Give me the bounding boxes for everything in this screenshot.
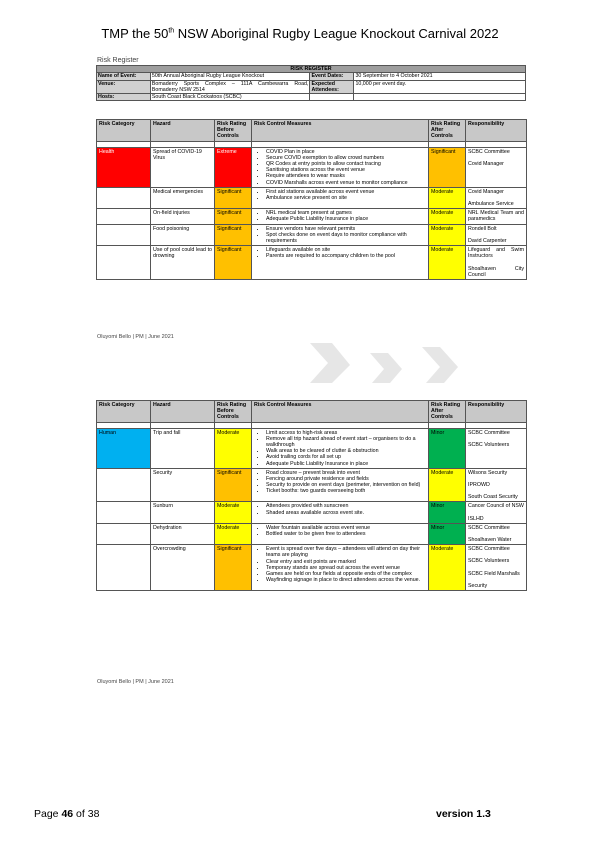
risk-after-cell: Moderate bbox=[429, 187, 466, 208]
responsibility-entry: Wilsons Security bbox=[468, 469, 508, 476]
col-control-measures: Risk Control Measures bbox=[252, 120, 429, 142]
event-dates-label: Event Dates: bbox=[310, 73, 354, 80]
hosts-value: South Coast Black Cockatoos (SCBC) bbox=[150, 94, 310, 101]
col-responsibility: Responsibility bbox=[466, 401, 527, 423]
measures-cell bbox=[252, 502, 429, 523]
author-footnote: Oluyomi Bello | PM | June 2021 bbox=[97, 679, 174, 685]
responsibility-entry: Lifeguard and Swim Instructors bbox=[468, 247, 524, 260]
risk-before-cell: Moderate bbox=[215, 428, 252, 468]
responsibility-entry: Rondell Bolt bbox=[468, 225, 497, 232]
col-responsibility: Responsibility bbox=[466, 120, 527, 142]
risk-category-cell: Health bbox=[97, 147, 151, 187]
col-risk-before: Risk Rating Before Controls bbox=[215, 401, 252, 423]
responsibility-entry: Covid Manager bbox=[468, 160, 504, 167]
responsibility-entry: David Carpenter bbox=[468, 237, 507, 244]
hazard-cell: Spread of COVID-19 Virus bbox=[151, 147, 215, 187]
responsibility-entry: Covid Manager bbox=[468, 188, 504, 195]
table-row bbox=[97, 502, 527, 523]
responsibility-cell bbox=[466, 246, 527, 280]
risk-after-cell: Moderate bbox=[429, 468, 466, 502]
measures-list bbox=[254, 546, 426, 583]
hazard-cell: Food poisoning bbox=[151, 224, 215, 246]
venue-value: Bomaderry Sports Complex – 111A Cambewarra Road, Bomaderry NSW 2514 bbox=[151, 80, 309, 93]
responsibility-entry: Shoalhaven Water bbox=[468, 537, 512, 544]
responsibility-entry: IPROWD bbox=[468, 482, 490, 489]
risk-before-cell: Significant bbox=[215, 187, 252, 208]
hazard-cell: On-field injuries bbox=[151, 209, 215, 224]
measures-list bbox=[254, 149, 426, 186]
risk-before-cell: Significant bbox=[215, 246, 252, 280]
measures-cell bbox=[252, 468, 429, 502]
measure-item: • Walk areas to be cleared of clutter & obstruction bbox=[266, 448, 426, 454]
responsibility-entry: SCBC Volunteers bbox=[468, 558, 510, 565]
attendees-value: 10,000 per event day. bbox=[354, 80, 526, 94]
measure-item: • Security to provide on event days (perimeter, intervention on field) bbox=[266, 482, 426, 488]
measures-list bbox=[254, 470, 426, 495]
author-footnote: Oluyomi Bello | PM | June 2021 bbox=[97, 334, 174, 340]
measures-list bbox=[254, 226, 426, 245]
page-number: Page 46 of 38 bbox=[34, 808, 100, 820]
responsibility-entry: SCBC Committee bbox=[468, 524, 510, 531]
measure-item: • QR Codes at entry points to allow contact tracing bbox=[266, 161, 426, 167]
risk-after-cell: Moderate bbox=[429, 209, 466, 224]
measures-cell bbox=[252, 209, 429, 224]
risk-after-cell: Minor bbox=[429, 428, 466, 468]
measure-item: • Sanitising stations across the event venue bbox=[266, 167, 426, 173]
table-row bbox=[97, 209, 527, 224]
version-label: version 1.3 bbox=[436, 808, 491, 820]
risk-after-cell: Significant bbox=[429, 147, 466, 187]
risk-after-cell: Minor bbox=[429, 502, 466, 523]
measures-list bbox=[254, 430, 426, 467]
measure-item: • Clear entry and exit points are marked bbox=[266, 559, 426, 565]
measures-cell bbox=[252, 523, 429, 544]
measures-cell bbox=[252, 147, 429, 187]
measure-item: • Parents are required to accompany children to the pool bbox=[266, 253, 426, 259]
responsibility-cell bbox=[466, 187, 527, 208]
measure-item: • Require attendees to wear masks bbox=[266, 173, 426, 179]
col-risk-after: Risk Rating After Controls bbox=[429, 120, 466, 142]
measure-item: • Limit access to high-risk areas bbox=[266, 430, 426, 436]
measures-cell bbox=[252, 428, 429, 468]
measure-item: • Adequate Public Liability Insurance in place bbox=[266, 461, 426, 467]
table-row bbox=[97, 428, 527, 468]
measure-item: • Secure COVID exemption to allow crowd numbers bbox=[266, 155, 426, 161]
measures-list bbox=[254, 525, 426, 537]
hazard-cell: Use of pool could lead to drowning bbox=[151, 246, 215, 280]
measure-item: • COVID Marshalls across event venue to monitor compliance bbox=[266, 180, 426, 186]
measures-list bbox=[254, 503, 426, 515]
responsibility-cell bbox=[466, 502, 527, 523]
event-dates-value: 30 September to 4 October 2021 bbox=[354, 73, 526, 80]
hazard-cell: Medical emergencies bbox=[151, 187, 215, 208]
responsibility-entry: SCBC Committee bbox=[468, 429, 510, 436]
measure-item: • Road closure – prevent break into event bbox=[266, 470, 426, 476]
responsibility-entry: South Coast Security bbox=[468, 494, 518, 501]
event-name-label: Name of Event: bbox=[97, 73, 151, 80]
risk-before-cell: Significant bbox=[215, 468, 252, 502]
measure-item: • Adequate Public Liability Insurance in place bbox=[266, 216, 426, 222]
event-details-table bbox=[96, 65, 526, 101]
hosts-label: Hosts: bbox=[97, 94, 151, 101]
attendees-label: Expected Attendees: bbox=[310, 80, 354, 94]
col-risk-after: Risk Rating After Controls bbox=[429, 401, 466, 423]
measures-cell bbox=[252, 545, 429, 591]
responsibility-cell bbox=[466, 147, 527, 187]
measures-cell bbox=[252, 224, 429, 246]
hazard-cell: Security bbox=[151, 468, 215, 502]
risk-before-cell: Significant bbox=[215, 209, 252, 224]
event-name-value: 50th Annual Aboriginal Rugby League Knockout bbox=[150, 73, 310, 80]
measure-item: • Event is spread over five days – attendees will attend on day their teams are playing bbox=[266, 546, 426, 558]
risk-after-cell: Moderate bbox=[429, 545, 466, 591]
risk-register-label: Risk Register bbox=[97, 57, 139, 64]
register-header: RISK REGISTER bbox=[97, 66, 526, 73]
responsibility-entry: SCBC Field Marshalls bbox=[468, 570, 520, 577]
measure-item: • NRL medical team present at games bbox=[266, 210, 426, 216]
watermark-chevrons-icon bbox=[310, 343, 470, 383]
responsibility-cell bbox=[466, 209, 527, 224]
risk-before-cell: Moderate bbox=[215, 502, 252, 523]
health-risk-table bbox=[96, 119, 527, 280]
risk-before-cell: Significant bbox=[215, 224, 252, 246]
measures-list bbox=[254, 247, 426, 259]
responsibility-entry: SCBC Volunteers bbox=[468, 441, 510, 448]
document-title: TMP the 50th NSW Aboriginal Rugby League Knockout Carnival 2022 bbox=[101, 26, 499, 41]
responsibility-entry: SCBC Committee bbox=[468, 148, 510, 155]
venue-label: Venue: bbox=[97, 80, 151, 94]
responsibility-cell bbox=[466, 224, 527, 246]
measure-item: • Temporary stands are spread out across the event venue bbox=[266, 565, 426, 571]
risk-category-cell: Human bbox=[97, 428, 151, 468]
hazard-cell: Overcrowding bbox=[151, 545, 215, 591]
risk-before-cell: Significant bbox=[215, 545, 252, 591]
table-row bbox=[97, 545, 527, 591]
col-hazard: Hazard bbox=[151, 401, 215, 423]
human-risk-table bbox=[96, 400, 527, 591]
responsibility-entry: NRL Medical Team and paramedics bbox=[468, 210, 524, 223]
measures-list bbox=[254, 210, 426, 222]
measure-item: • Ensure vendors have relevant permits bbox=[266, 226, 426, 232]
measure-item: • Attendees provided with sunscreen bbox=[266, 503, 426, 509]
measure-item: • Ticket booths: two guards overseeing both bbox=[266, 488, 426, 494]
responsibility-entry: ISLHD bbox=[468, 515, 484, 522]
measure-item: • COVID Plan in place bbox=[266, 149, 426, 155]
measure-item: • Remove all trip hazard ahead of event start – organisers to do a walkthrough bbox=[266, 436, 426, 448]
responsibility-entry: SCBC Committee bbox=[468, 546, 510, 553]
responsibility-entry: Shoalhaven City Council bbox=[468, 265, 524, 278]
risk-after-cell: Moderate bbox=[429, 246, 466, 280]
col-risk-before: Risk Rating Before Controls bbox=[215, 120, 252, 142]
responsibility-cell bbox=[466, 468, 527, 502]
table-row bbox=[97, 246, 527, 280]
measure-item: • Spot checks done on event days to monitor compliance with requirements bbox=[266, 232, 426, 244]
measures-cell bbox=[252, 246, 429, 280]
risk-after-cell: Moderate bbox=[429, 224, 466, 246]
measure-item: • Lifeguards available on site bbox=[266, 247, 426, 253]
risk-before-cell: Extreme bbox=[215, 147, 252, 187]
measure-item: • Games are held on four fields at opposite ends of the complex bbox=[266, 571, 426, 577]
table-row bbox=[97, 468, 527, 502]
measure-item: • First aid stations available across event venue bbox=[266, 189, 426, 195]
hazard-cell: Sunburn bbox=[151, 502, 215, 523]
measure-item: • Avoid trailing cords for all set up bbox=[266, 454, 426, 460]
table-row bbox=[97, 187, 527, 208]
responsibility-cell bbox=[466, 523, 527, 544]
col-control-measures: Risk Control Measures bbox=[252, 401, 429, 423]
measures-cell bbox=[252, 187, 429, 208]
measure-item: • Wayfinding signage in place to direct attendees across the venue. bbox=[266, 577, 426, 583]
measures-list bbox=[254, 189, 426, 201]
col-risk-category: Risk Category bbox=[97, 120, 151, 142]
table-row bbox=[97, 224, 527, 246]
risk-before-cell: Moderate bbox=[215, 523, 252, 544]
responsibility-entry: Cancer Council of NSW bbox=[468, 503, 524, 510]
measure-item: • Ambulance service present on site bbox=[266, 195, 426, 201]
table-row bbox=[97, 523, 527, 544]
responsibility-entry: Security bbox=[468, 582, 488, 589]
measure-item: • Water fountain available across event venue bbox=[266, 525, 426, 531]
col-hazard: Hazard bbox=[151, 120, 215, 142]
measure-item: • Shaded areas available across event site. bbox=[266, 510, 426, 516]
measure-item: • Bottled water to be given free to attendees bbox=[266, 531, 426, 537]
hazard-cell: Trip and fall bbox=[151, 428, 215, 468]
hazard-cell: Dehydration bbox=[151, 523, 215, 544]
col-risk-category: Risk Category bbox=[97, 401, 151, 423]
responsibility-cell bbox=[466, 428, 527, 468]
risk-after-cell: Minor bbox=[429, 523, 466, 544]
measure-item: • Fencing around private residence and fields bbox=[266, 476, 426, 482]
responsibility-cell bbox=[466, 545, 527, 591]
responsibility-entry: Ambulance Service bbox=[468, 201, 514, 208]
table-row bbox=[97, 147, 527, 187]
